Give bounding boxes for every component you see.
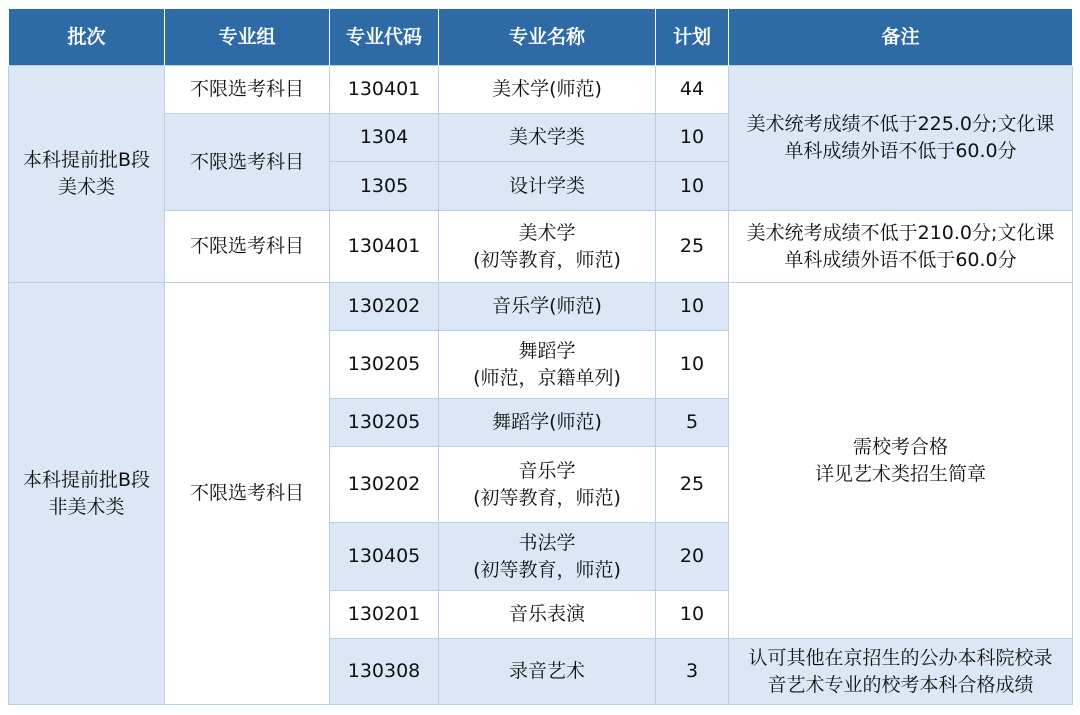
name-line: (初等教育，师范) [473, 558, 621, 581]
notes-cell [729, 283, 1073, 639]
note-line: 需校考合格 [852, 435, 948, 458]
notes-cell [729, 639, 1073, 705]
code-cell: 130401 [330, 66, 439, 114]
note-line: 音艺术专业的校考本科合格成绩 [767, 673, 1034, 696]
batch-cell [9, 66, 165, 283]
name-line: 音乐表演 [508, 603, 585, 625]
code-cell: 130205 [330, 331, 439, 399]
plan-cell: 5 [656, 399, 729, 447]
name-line: 录音艺术 [508, 660, 585, 682]
note-line: 美术统考成绩不低于210.0分;文化课 [746, 221, 1055, 244]
header-notes: 备注 [729, 9, 1073, 66]
name-line: 美术学类 [508, 126, 585, 148]
header-name: 专业名称 [439, 9, 656, 66]
name-cell [439, 331, 656, 399]
table-row [9, 283, 1073, 331]
name-cell [439, 283, 656, 331]
group-cell: 不限选考科目 [165, 114, 330, 211]
name-cell [439, 523, 656, 591]
header-batch: 批次 [9, 9, 165, 66]
code-cell: 130202 [330, 283, 439, 331]
code-cell: 130205 [330, 399, 439, 447]
batch-line: 本科提前批B段 [22, 149, 151, 171]
name-line: 音乐学(师范) [492, 295, 602, 317]
plan-cell: 25 [656, 211, 729, 283]
group-cell: 不限选考科目 [165, 283, 330, 705]
plan-cell: 3 [656, 639, 729, 705]
name-line: 书法学 [518, 531, 576, 554]
plan-cell: 10 [656, 114, 729, 162]
notes-cell [729, 211, 1073, 283]
plan-cell: 10 [656, 162, 729, 211]
batch-line: 美术类 [57, 176, 115, 198]
plan-cell: 10 [656, 331, 729, 399]
name-cell [439, 162, 656, 211]
name-cell [439, 399, 656, 447]
notes-cell [729, 66, 1073, 211]
code-cell: 130201 [330, 591, 439, 639]
table-row [9, 66, 1073, 114]
group-cell: 不限选考科目 [165, 66, 330, 114]
header-plan: 计划 [656, 9, 729, 66]
plan-cell: 44 [656, 66, 729, 114]
note-line: 认可其他在京招生的公办本科院校录 [748, 646, 1053, 669]
header-row [9, 9, 1073, 66]
name-cell [439, 591, 656, 639]
code-cell: 130202 [330, 447, 439, 523]
group-cell: 不限选考科目 [165, 211, 330, 283]
plan-cell: 10 [656, 283, 729, 331]
name-line: (师范，京籍单列) [473, 366, 621, 389]
name-line: (初等教育，师范) [473, 248, 621, 271]
name-line: 舞蹈学(师范) [492, 411, 602, 433]
batch-cell [9, 283, 165, 705]
name-line: 音乐学 [518, 459, 576, 482]
code-cell: 1305 [330, 162, 439, 211]
code-cell: 1304 [330, 114, 439, 162]
note-line: 美术统考成绩不低于225.0分;文化课 [746, 113, 1055, 135]
table-row [9, 211, 1073, 283]
name-line: (初等教育，师范) [473, 486, 621, 509]
admission-plan-table [8, 8, 1073, 705]
header-group: 专业组 [165, 9, 330, 66]
note-line: 单科成绩外语不低于60.0分 [784, 140, 1017, 162]
name-cell [439, 639, 656, 705]
name-cell [439, 66, 656, 114]
name-line: 美术学(师范) [492, 78, 602, 100]
plan-cell: 25 [656, 447, 729, 523]
code-cell: 130308 [330, 639, 439, 705]
name-line: 美术学 [518, 221, 576, 244]
code-cell: 130405 [330, 523, 439, 591]
plan-cell: 20 [656, 523, 729, 591]
code-cell: 130401 [330, 211, 439, 283]
header-code: 专业代码 [330, 9, 439, 66]
batch-line: 本科提前批B段 [22, 468, 151, 491]
name-cell [439, 211, 656, 283]
batch-line: 非美术类 [48, 495, 125, 518]
note-line: 单科成绩外语不低于60.0分 [784, 248, 1017, 271]
name-line: 舞蹈学 [518, 339, 576, 362]
name-cell [439, 447, 656, 523]
name-cell [439, 114, 656, 162]
name-line: 设计学类 [508, 174, 585, 197]
note-line: 详见艺术类招生简章 [814, 462, 986, 485]
plan-cell: 10 [656, 591, 729, 639]
